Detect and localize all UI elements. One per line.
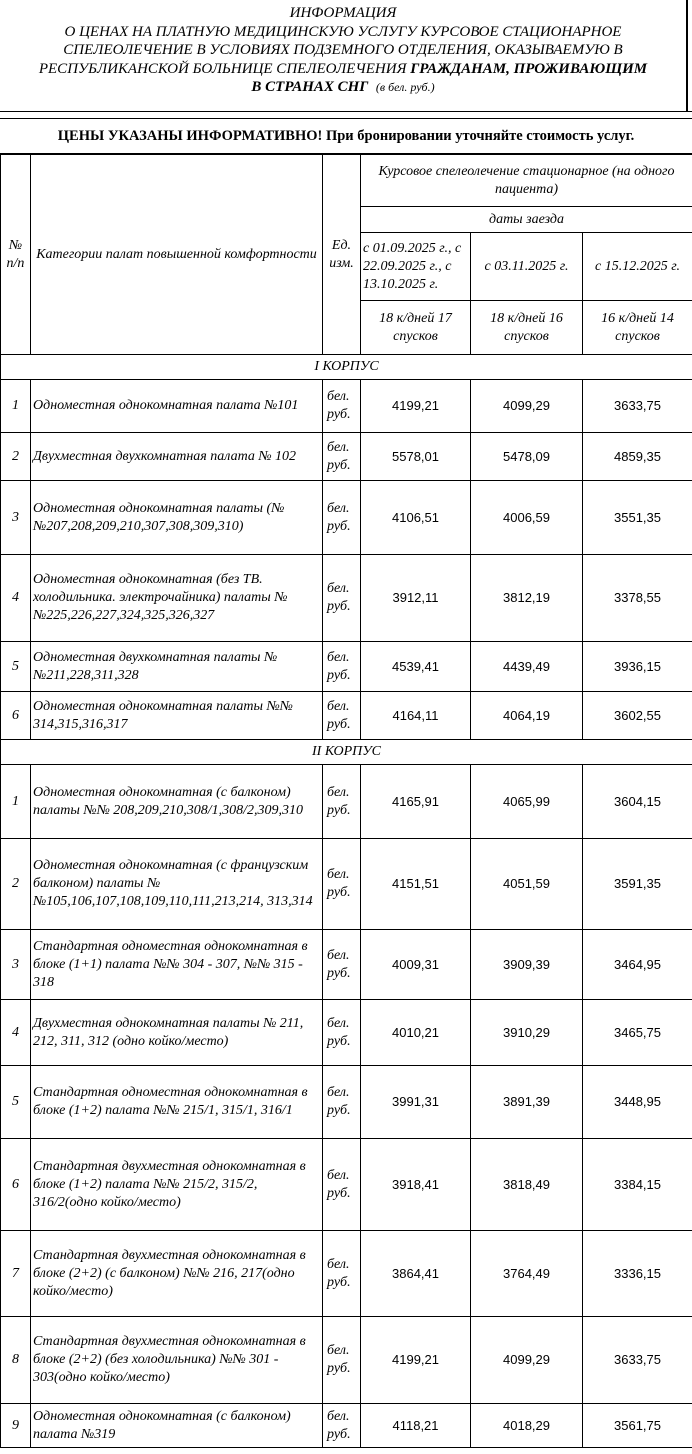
price-period-1: 4539,41 [361,642,471,692]
price-period-1: 4165,91 [361,765,471,839]
row-number: 3 [1,930,31,1000]
col-header-date-2: с 03.11.2025 г. [471,233,583,301]
price-period-2: 3812,19 [471,555,583,642]
unit-cell: бел. руб. [323,1317,361,1404]
price-period-1: 3912,11 [361,555,471,642]
unit-cell: бел. руб. [323,555,361,642]
unit-cell: бел. руб. [323,930,361,1000]
price-period-2: 3891,39 [471,1066,583,1139]
price-period-2: 4099,29 [471,1317,583,1404]
table-row [1,642,692,692]
unit-cell: бел. руб. [323,1000,361,1066]
price-period-1: 3991,31 [361,1066,471,1139]
table-row [1,1404,692,1448]
header-line-2: СПЕЛЕОЛЕЧЕНИЕ В УСЛОВИЯХ ПОДЗЕМНОГО ОТДЕЛЕНИЯ, ОКАЗЫВАЕМУЮ В [63,42,623,59]
col-header-duration-2: 18 к/дней 16 спусков [471,301,583,355]
row-number: 4 [1,1000,31,1066]
row-number: 2 [1,839,31,930]
price-period-3: 3465,75 [583,1000,692,1066]
price-period-2: 4006,59 [471,481,583,555]
price-table [0,154,692,1448]
unit-cell: бел. руб. [323,642,361,692]
row-number: 6 [1,692,31,740]
table-row [1,839,692,930]
room-category: Двухместная двухкомнатная палата № 102 [31,433,323,481]
price-period-1: 4009,31 [361,930,471,1000]
col-header-date-3: с 15.12.2025 г. [583,233,692,301]
price-period-3: 3602,55 [583,692,692,740]
price-period-3: 3936,15 [583,642,692,692]
price-table-body [1,155,692,1448]
table-row [1,1317,692,1404]
row-number: 8 [1,1317,31,1404]
price-period-3: 3384,15 [583,1139,692,1231]
room-category: Одноместная однокомнатная (с балконом) палата №319 [31,1404,323,1448]
document-header [0,0,688,112]
col-header-duration-3: 16 к/дней 14 спусков [583,301,692,355]
col-header-group: Курсовое спелеолечение стационарное (на одного пациента) [361,155,692,207]
price-period-1: 4199,21 [361,1317,471,1404]
header-divider [0,111,692,112]
table-row [1,1000,692,1066]
price-period-2: 4064,19 [471,692,583,740]
room-category: Одноместная однокомнатная (без ТВ. холодильника. электрочайника) палаты №№225,226,227,324,325,326,327 [31,555,323,642]
price-period-3: 3336,15 [583,1231,692,1317]
room-category: Одноместная однокомнатная (с балконом) палаты №№ 208,209,210,308/1,308/2,309,310 [31,765,323,839]
price-period-1: 3918,41 [361,1139,471,1231]
col-header-unit: Ед. изм. [323,155,361,355]
unit-cell: бел. руб. [323,1139,361,1231]
room-category: Стандартная одноместная однокомнатная в блоке (1+2) палата №№ 215/1, 315/1, 316/1 [31,1066,323,1139]
price-period-1: 4010,21 [361,1000,471,1066]
room-category: Одноместная однокомнатная палаты №№ 314,315,316,317 [31,692,323,740]
price-period-1: 5578,01 [361,433,471,481]
unit-cell: бел. руб. [323,380,361,433]
table-row [1,1139,692,1231]
room-category: Одноместная однокомнатная палата №101 [31,380,323,433]
table-row [1,765,692,839]
row-number: 5 [1,642,31,692]
unit-cell: бел. руб. [323,1404,361,1448]
price-period-1: 4164,11 [361,692,471,740]
row-number: 3 [1,481,31,555]
row-number: 1 [1,765,31,839]
header-line-4 [0,78,686,97]
row-number: 7 [1,1231,31,1317]
price-period-2: 4051,59 [471,839,583,930]
price-notice: ЦЕНЫ УКАЗАНЫ ИНФОРМАТИВНО! При бронировании уточняйте стоимость услуг. [0,118,692,154]
price-period-2: 5478,09 [471,433,583,481]
section-row [1,355,692,380]
price-period-1: 4118,21 [361,1404,471,1448]
unit-cell: бел. руб. [323,433,361,481]
price-period-2: 3818,49 [471,1139,583,1231]
table-row [1,930,692,1000]
col-header-category: Категории палат повышенной комфортности [31,155,323,355]
price-period-1: 4199,21 [361,380,471,433]
price-period-2: 4018,29 [471,1404,583,1448]
header-title: ИНФОРМАЦИЯ [289,5,397,21]
col-header-num: № п/п [1,155,31,355]
price-period-1: 3864,41 [361,1231,471,1317]
header-currency-note: (в бел. руб.) [375,80,435,95]
header-line-3-b: ГРАЖДАНАМ, ПРОЖИВАЮЩИМ [410,60,648,77]
table-row [1,1231,692,1317]
row-number: 1 [1,380,31,433]
room-category: Двухместная однокомнатная палаты № 211, 212, 311, 312 (одно койко/место) [31,1000,323,1066]
price-period-3: 3604,15 [583,765,692,839]
price-period-2: 4099,29 [471,380,583,433]
room-category: Стандартная двухместная однокомнатная в блоке (2+2) (с балконом) №№ 216, 217(одно койко/место) [31,1231,323,1317]
table-row [1,1066,692,1139]
unit-cell: бел. руб. [323,481,361,555]
price-period-3: 3378,55 [583,555,692,642]
price-period-3: 3448,95 [583,1066,692,1139]
table-row [1,481,692,555]
row-number: 2 [1,433,31,481]
unit-cell: бел. руб. [323,765,361,839]
price-period-2: 3909,39 [471,930,583,1000]
price-period-2: 3764,49 [471,1231,583,1317]
table-row [1,433,692,481]
price-period-3: 3551,35 [583,481,692,555]
price-period-3: 3464,95 [583,930,692,1000]
room-category: Стандартная двухместная однокомнатная в блоке (1+2) палата №№ 215/2, 315/2, 316/2(одно койко/место) [31,1139,323,1231]
room-category: Одноместная однокомнатная палаты (№№207,208,209,210,307,308,309,310) [31,481,323,555]
room-category: Одноместная однокомнатная (с французским балконом) палаты №№105,106,107,108,109,110,111,213,214, 313,314 [31,839,323,930]
col-header-date-1: с 01.09.2025 г., с 22.09.2025 г., с 13.10.2025 г. [361,233,471,301]
section-row [1,740,692,765]
unit-cell: бел. руб. [323,692,361,740]
room-category: Стандартная одноместная однокомнатная в блоке (1+1) палата №№ 304 - 307, №№ 315 - 318 [31,930,323,1000]
room-category: Стандартная двухместная однокомнатная в блоке (2+2) (без холодильника) №№ 301 - 303(одно койко/место) [31,1317,323,1404]
price-period-3: 3561,75 [583,1404,692,1448]
price-period-3: 3633,75 [583,380,692,433]
price-period-1: 4151,51 [361,839,471,930]
row-number: 6 [1,1139,31,1231]
header-line-4-a: В СТРАНАХ СНГ [251,79,369,96]
header-line-1: О ЦЕНАХ НА ПЛАТНУЮ МЕДИЦИНСКУЮ УСЛУГУ КУРСОВОЕ СТАЦИОНАРНОЕ [64,23,622,40]
price-period-2: 3910,29 [471,1000,583,1066]
row-number: 5 [1,1066,31,1139]
unit-cell: бел. руб. [323,1231,361,1317]
header-line-3 [0,60,686,79]
header-row-1 [1,155,692,207]
price-period-2: 4065,99 [471,765,583,839]
table-row [1,692,692,740]
header-line-3-a: РЕСПУБЛИКАНСКОЙ БОЛЬНИЦЕ СПЕЛЕОЛЕЧЕНИЯ [38,60,411,77]
price-period-1: 4106,51 [361,481,471,555]
row-number: 4 [1,555,31,642]
price-period-2: 4439,49 [471,642,583,692]
room-category: Одноместная двухкомнатная палаты №№211,228,311,328 [31,642,323,692]
price-period-3: 3633,75 [583,1317,692,1404]
col-header-dates-label: даты заезда [361,207,692,233]
section-title: I КОРПУС [1,355,692,380]
price-period-3: 3591,35 [583,839,692,930]
price-period-3: 4859,35 [583,433,692,481]
unit-cell: бел. руб. [323,839,361,930]
section-title: II КОРПУС [1,740,692,765]
table-row [1,380,692,433]
row-number: 9 [1,1404,31,1448]
unit-cell: бел. руб. [323,1066,361,1139]
table-row [1,555,692,642]
col-header-duration-1: 18 к/дней 17 спусков [361,301,471,355]
